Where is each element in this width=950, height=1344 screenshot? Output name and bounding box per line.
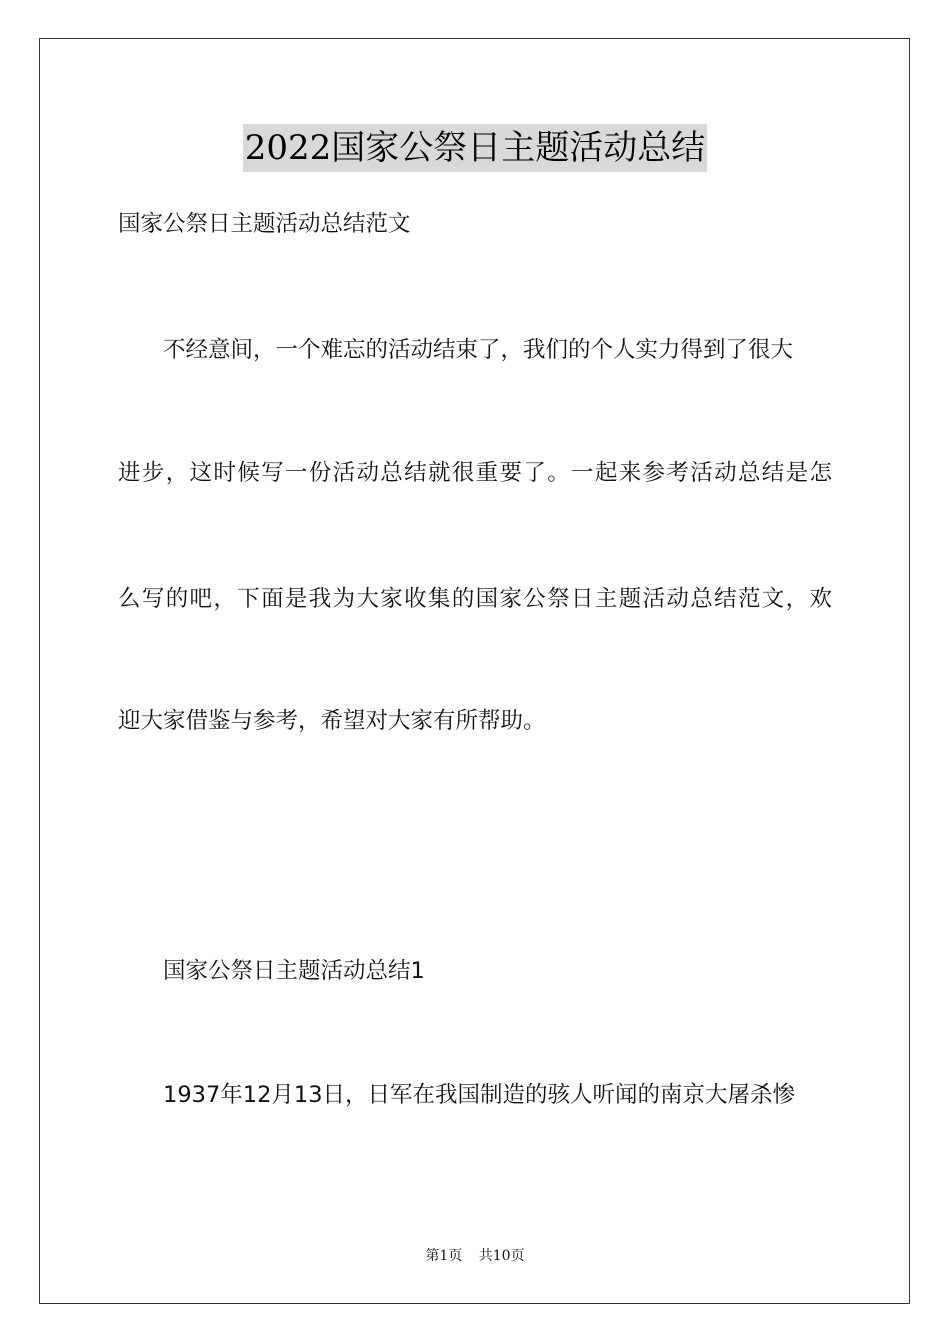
section-heading: 国家公祭日主题活动总结1 — [163, 958, 425, 984]
paragraph-line: 么写的吧，下面是我为大家收集的国家公祭日主题活动总结范文，欢 — [118, 586, 832, 612]
paragraph-line: 迎大家借鉴与参考，希望对大家有所帮助。 — [118, 708, 546, 734]
document-subtitle: 国家公祭日主题活动总结范文 — [118, 211, 411, 237]
document-title: 2022国家公祭日主题活动总结 — [243, 124, 708, 172]
paragraph-line: 进步，这时候写一份活动总结就很重要了。一起来参考活动总结是怎 — [118, 460, 832, 486]
paragraph-line: 不经意间，一个难忘的活动结束了，我们的个人实力得到了很大 — [163, 337, 794, 363]
page-number: 第1页 — [425, 1248, 463, 1264]
total-pages: 共10页 — [478, 1248, 525, 1264]
title-container — [0, 124, 950, 172]
paragraph-line: 1937年12月13日，日军在我国制造的骇人听闻的南京大屠杀惨 — [163, 1082, 796, 1108]
page-footer — [0, 1246, 950, 1266]
